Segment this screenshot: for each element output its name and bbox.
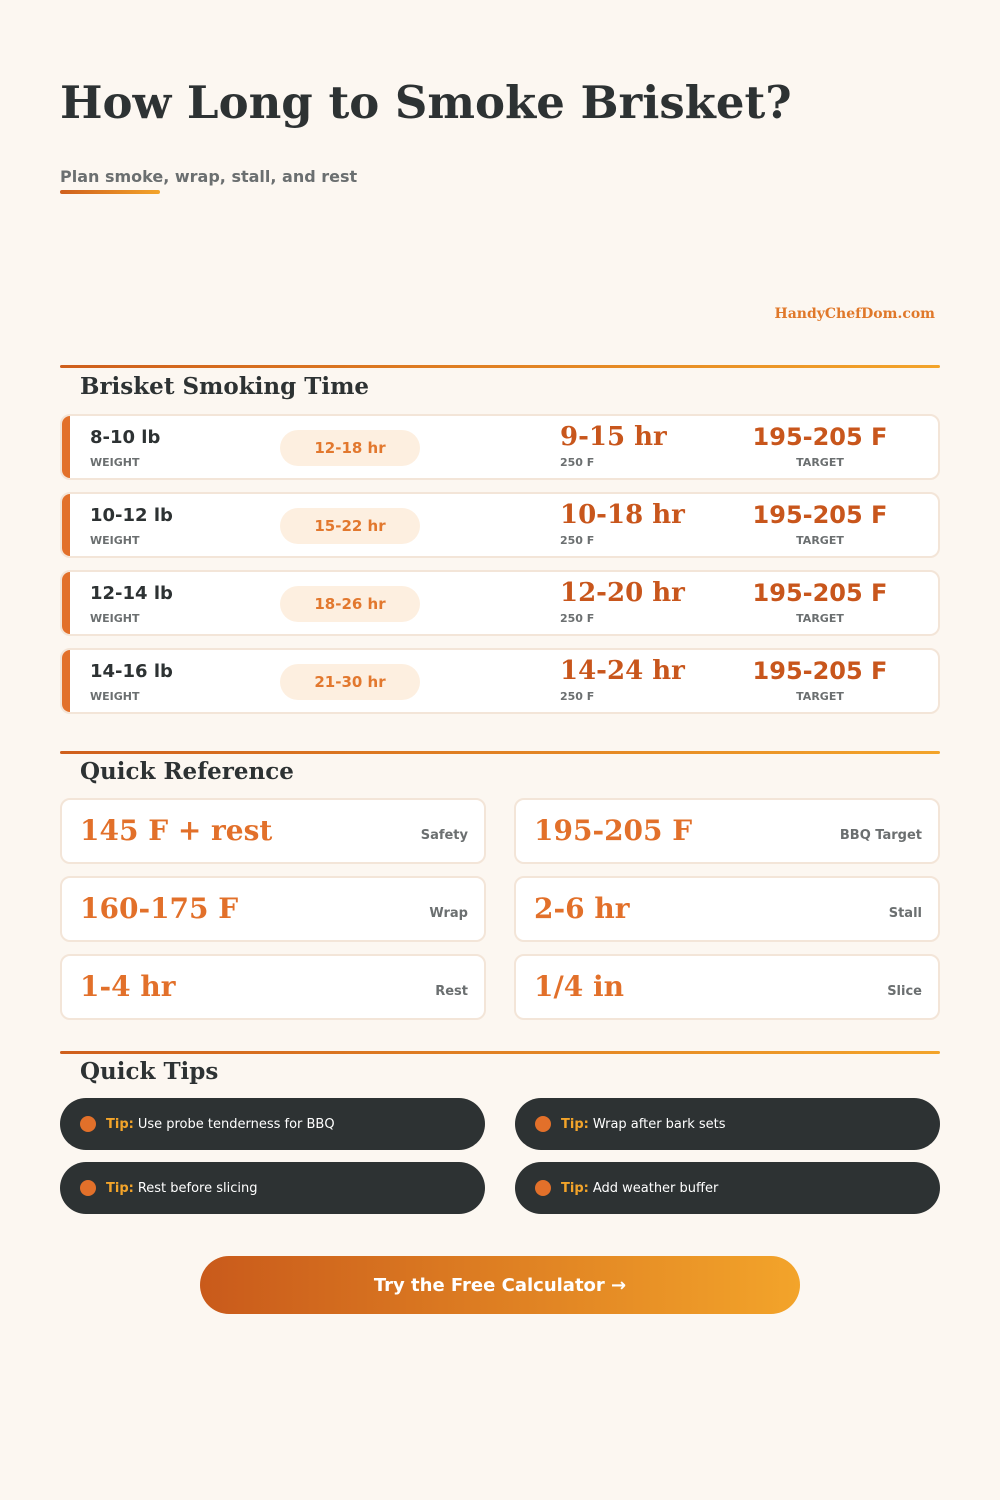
row-smoke-temp: 250 F xyxy=(560,534,595,547)
tip-label: Tip: xyxy=(561,1180,589,1196)
row-weight-label: WEIGHT xyxy=(90,534,140,547)
subtitle-underline xyxy=(60,190,160,194)
row-accent-bar xyxy=(62,650,70,712)
reference-label: Safety xyxy=(420,828,468,843)
reference-value: 2-6 hr xyxy=(534,892,630,925)
reference-value: 1-4 hr xyxy=(80,970,176,1003)
bullet-dot-icon xyxy=(80,1180,96,1196)
reference-label: Slice xyxy=(887,984,922,999)
row-range-pill: 15-22 hr xyxy=(280,508,420,544)
row-smoke-time: 12-20 hr xyxy=(560,578,685,608)
reference-card xyxy=(60,954,486,1020)
smoking-time-heading: Brisket Smoking Time xyxy=(80,373,370,400)
tip-text: Rest before slicing xyxy=(137,1180,258,1196)
tip-text: Wrap after bark sets xyxy=(592,1116,726,1132)
page-title: How Long to Smoke Brisket? xyxy=(60,76,792,129)
row-target-temp: 195-205 F xyxy=(752,423,888,451)
row-range-pill: 21-30 hr xyxy=(280,664,420,700)
smoking-time-row xyxy=(60,648,940,714)
row-target-temp: 195-205 F xyxy=(752,501,888,529)
row-weight: 10-12 lb xyxy=(90,505,173,526)
row-weight: 14-16 lb xyxy=(90,661,173,682)
quick-tips-heading: Quick Tips xyxy=(80,1058,219,1085)
reference-card xyxy=(514,954,940,1020)
bullet-dot-icon xyxy=(535,1116,551,1132)
row-target-label: TARGET xyxy=(796,612,844,625)
smoking-time-row xyxy=(60,492,940,558)
reference-label: Wrap xyxy=(429,906,468,921)
row-smoke-time: 10-18 hr xyxy=(560,500,685,530)
reference-value: 160-175 F xyxy=(80,892,239,925)
smoking-time-row xyxy=(60,414,940,480)
reference-card xyxy=(60,876,486,942)
row-target-label: TARGET xyxy=(796,534,844,547)
reference-label: Rest xyxy=(435,984,468,999)
tip-text: Add weather buffer xyxy=(592,1180,719,1196)
reference-value: 195-205 F xyxy=(534,814,693,847)
row-target-label: TARGET xyxy=(796,456,844,469)
row-accent-bar xyxy=(62,416,70,478)
row-target-temp: 195-205 F xyxy=(752,657,888,685)
section-divider xyxy=(60,1051,940,1054)
row-weight-label: WEIGHT xyxy=(90,456,140,469)
reference-card xyxy=(514,876,940,942)
tip-item xyxy=(515,1162,940,1214)
tip-label: Tip: xyxy=(106,1116,134,1132)
row-target-label: TARGET xyxy=(796,690,844,703)
reference-label: BBQ Target xyxy=(839,828,922,843)
calculator-cta-button[interactable]: Try the Free Calculator → xyxy=(200,1256,800,1314)
row-target-temp: 195-205 F xyxy=(752,579,888,607)
brand-name: HandyChefDom.com xyxy=(774,306,935,322)
tip-item xyxy=(60,1162,485,1214)
tip-item xyxy=(60,1098,485,1150)
row-range-pill: 18-26 hr xyxy=(280,586,420,622)
quick-reference-heading: Quick Reference xyxy=(80,758,294,785)
tip-text: Use probe tenderness for BBQ xyxy=(137,1116,335,1132)
section-divider xyxy=(60,365,940,368)
row-accent-bar xyxy=(62,572,70,634)
row-accent-bar xyxy=(62,494,70,556)
row-weight-label: WEIGHT xyxy=(90,690,140,703)
row-smoke-time: 9-15 hr xyxy=(560,422,667,452)
smoking-time-row xyxy=(60,570,940,636)
row-weight: 12-14 lb xyxy=(90,583,173,604)
bullet-dot-icon xyxy=(535,1180,551,1196)
section-divider xyxy=(60,751,940,754)
row-smoke-time: 14-24 hr xyxy=(560,656,685,686)
row-smoke-temp: 250 F xyxy=(560,612,595,625)
row-range-pill: 12-18 hr xyxy=(280,430,420,466)
page-subtitle: Plan smoke, wrap, stall, and rest xyxy=(60,167,358,186)
bullet-dot-icon xyxy=(80,1116,96,1132)
row-smoke-temp: 250 F xyxy=(560,456,595,469)
row-smoke-temp: 250 F xyxy=(560,690,595,703)
reference-card xyxy=(60,798,486,864)
row-weight: 8-10 lb xyxy=(90,427,161,448)
tip-item xyxy=(515,1098,940,1150)
reference-label: Stall xyxy=(888,906,922,921)
reference-value: 145 F + rest xyxy=(80,814,273,847)
reference-value: 1/4 in xyxy=(534,970,624,1003)
row-weight-label: WEIGHT xyxy=(90,612,140,625)
reference-card xyxy=(514,798,940,864)
tip-label: Tip: xyxy=(106,1180,134,1196)
tip-label: Tip: xyxy=(561,1116,589,1132)
